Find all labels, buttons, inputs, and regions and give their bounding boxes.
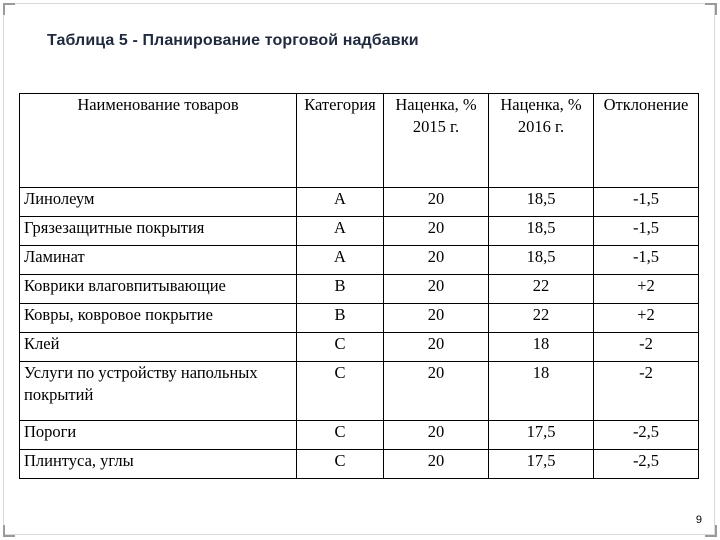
table-row <box>20 188 699 217</box>
cell-product: Линолеум <box>20 188 297 217</box>
cell-category: B <box>297 304 384 333</box>
cell-product: Коврики влаговпитывающие <box>20 275 297 304</box>
cell-category: C <box>297 362 384 421</box>
cell-deviation: -2 <box>594 362 699 421</box>
cell-product: Ковры, ковровое покрытие <box>20 304 297 333</box>
frame-corner-bottom-right <box>705 525 717 537</box>
header-category: Категория <box>297 94 384 188</box>
table-row <box>20 421 699 450</box>
cell-product: Плинтуса, углы <box>20 450 297 479</box>
cell-product: Ламинат <box>20 246 297 275</box>
table-row <box>20 217 699 246</box>
table-row <box>20 275 699 304</box>
header-product-name: Наименование товаров <box>20 94 297 188</box>
cell-category: C <box>297 333 384 362</box>
table-row <box>20 304 699 333</box>
cell-deviation: -2 <box>594 333 699 362</box>
cell-markup-2016: 22 <box>489 304 594 333</box>
cell-product: Пороги <box>20 421 297 450</box>
table-header-row <box>20 94 699 188</box>
cell-markup-2016: 18,5 <box>489 188 594 217</box>
cell-category: A <box>297 217 384 246</box>
cell-deviation: -1,5 <box>594 246 699 275</box>
page-number: 9 <box>695 514 702 526</box>
cell-markup-2015: 20 <box>384 188 489 217</box>
cell-markup-2015: 20 <box>384 217 489 246</box>
table-row <box>20 362 699 421</box>
cell-category: C <box>297 450 384 479</box>
table-row <box>20 246 699 275</box>
cell-category: C <box>297 421 384 450</box>
cell-markup-2016: 18 <box>489 362 594 421</box>
cell-markup-2016: 18,5 <box>489 246 594 275</box>
table-row <box>20 450 699 479</box>
cell-product: Грязезащитные покрытия <box>20 217 297 246</box>
header-markup-2015: Наценка, % 2015 г. <box>384 94 489 188</box>
table-row <box>20 333 699 362</box>
frame-corner-bottom-left <box>3 525 15 537</box>
cell-markup-2016: 18 <box>489 333 594 362</box>
cell-category: A <box>297 188 384 217</box>
cell-markup-2015: 20 <box>384 362 489 421</box>
cell-markup-2015: 20 <box>384 304 489 333</box>
cell-markup-2016: 22 <box>489 275 594 304</box>
cell-markup-2016: 18,5 <box>489 217 594 246</box>
cell-product: Клей <box>20 333 297 362</box>
cell-category: B <box>297 275 384 304</box>
cell-markup-2016: 17,5 <box>489 421 594 450</box>
cell-markup-2016: 17,5 <box>489 450 594 479</box>
cell-deviation: -2,5 <box>594 421 699 450</box>
cell-markup-2015: 20 <box>384 275 489 304</box>
frame-corner-top-left <box>3 3 15 15</box>
cell-markup-2015: 20 <box>384 421 489 450</box>
cell-product: Услуги по устройству напольных покрытий <box>20 362 297 421</box>
header-markup-2016: Наценка, % 2016 г. <box>489 94 594 188</box>
cell-markup-2015: 20 <box>384 333 489 362</box>
cell-deviation: -2,5 <box>594 450 699 479</box>
cell-deviation: +2 <box>594 304 699 333</box>
cell-deviation: +2 <box>594 275 699 304</box>
header-deviation: Отклонение <box>594 94 699 188</box>
frame-corner-top-right <box>705 3 717 15</box>
markup-table <box>19 93 699 479</box>
cell-markup-2015: 20 <box>384 246 489 275</box>
cell-category: A <box>297 246 384 275</box>
cell-deviation: -1,5 <box>594 188 699 217</box>
slide-title: Таблица 5 - Планирование торговой надбавки <box>47 32 419 49</box>
cell-deviation: -1,5 <box>594 217 699 246</box>
cell-markup-2015: 20 <box>384 450 489 479</box>
